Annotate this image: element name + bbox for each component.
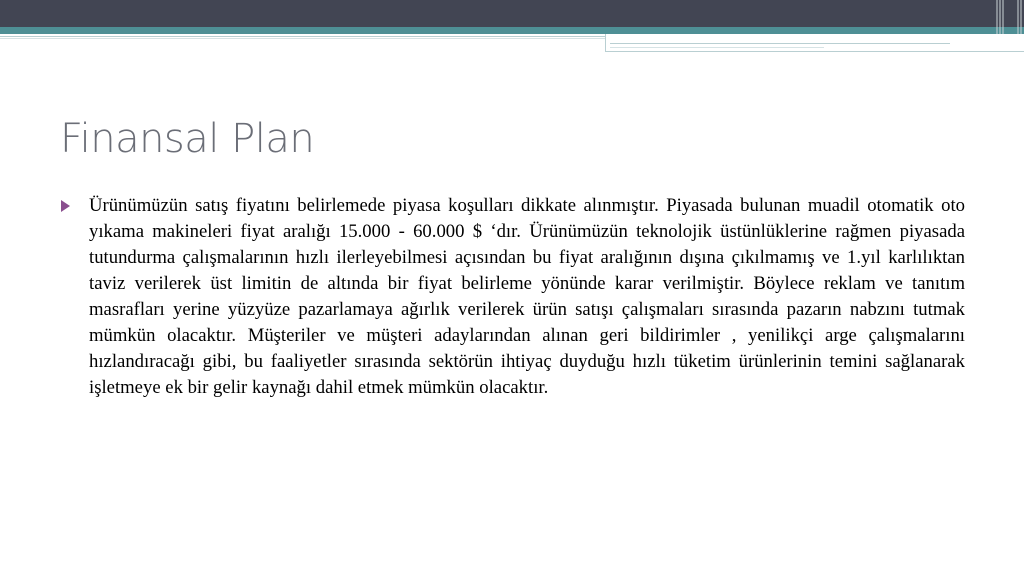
corner-stripes-decoration	[990, 0, 1024, 34]
bullet-paragraph: Ürünümüzün satış fiyatını belirlemede piyasa koşulları dikkate alınmıştır. Piyasada bulunan muadil otomatik oto yıkama makineleri fiyat aralığı 15.000 - 60.000 $ ‘dır. Ürünümüzün teknolojik üstünlüklerine rağmen piyasada tutundurma çalışmalarının hızlı ilerleyebilmesi açısından bu fiyat aralığının dışına çıkılmamış ve 1.yıl karlılıktan taviz verilerek üst limitin de altında bir fiyat belirleme yönünde karar verilmiştir. Böylece reklam ve tanıtım masrafları yerine yüzyüze pazarlamaya ağırlık verilerek ürün satışı çalışmaları sırasında pazarın nabzını tutmak mümkün olacaktır. Müşteriler ve müşteri adaylarından alınan geri bildirimler , yenilikçi arge çalışmalarını hızlandıracağı gibi, bu faaliyetler sırasında sektörün ihtiyaç duyduğu hızlı tüketim ürünlerinin temini sağlanarak işletmeye ek bir gelir kaynağı dahil etmek mümkün olacaktır.	[89, 195, 965, 398]
triangle-right-icon	[61, 200, 70, 212]
header-rule-line	[0, 36, 605, 37]
header-rule-line-light	[0, 38, 605, 39]
header-notch-line	[610, 43, 950, 44]
header-dark-band	[0, 0, 1024, 27]
header-notch-line-short	[610, 47, 824, 48]
header-teal-band	[0, 27, 1024, 34]
slide-title: Finansal Plan	[60, 116, 315, 162]
